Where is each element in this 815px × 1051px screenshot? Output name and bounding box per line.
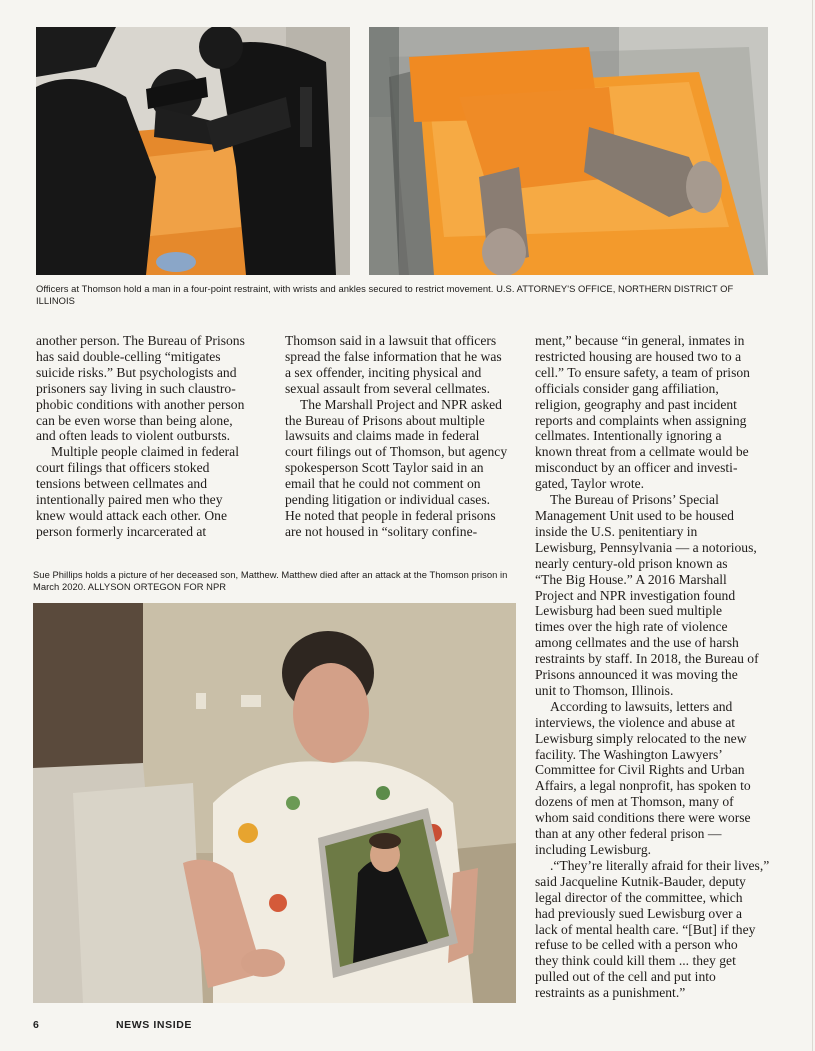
paragraph: ment,” because “in general, inmates in restricted housing are housed two to a cell.” To ensure safety, a team of prison officials consider gang affiliation, religion, geography and past incident reports and complaints when assigning cellmates. Intentionally ignoring a known threat from a cellmate would be misconduct by an officer and investi- gated, Taylor wrote. [535,333,750,492]
paragraph: The Bureau of Prisons’ Special Management Unit used to be housed inside the U.S. penitentiary in Lewisburg, Pennsylvania — a notorious, nearly century-old prison known as “The Big House.” A 2016 Marshall Project and NPR investigation found Lewisburg had been sued multiple times over the high rate of violence among cellmates and the use of harsh restraints by staff. In 2018, the Bureau of Prisons announced it was moving the unit to Thomson, Illinois. [535,492,759,698]
top-photo-caption: Officers at Thomson hold a man in a four-point restraint, with wrists and ankles secured to restrict movement. U.S. ATTORNEY'S OFFICE, NORTHERN DISTRICT OF ILLINOIS [36,283,734,306]
paragraph: another person. The Bureau of Prisons has said double-celling “mitigates suicide risks.” But psychologists and prisoners say living in such claustro- phobic conditions with another person can be even worse than being alone, and often leads to violent outbursts. [36,333,245,444]
article-column-3 [535,333,771,1001]
paragraph: The Marshall Project and NPR asked the Bureau of Prisons about multiple lawsuits and claims made in federal court filings out of Thomson, but agency spokesperson Scott Taylor said in an email that he could not comment on pending litigation or individual cases. He noted that people in federal prisons are not housed in “solitary confine- [285,396,508,539]
paragraph: .“They’re literally afraid for their lives,” said Jacqueline Kutnik-Bauder, deputy legal director of the committee, which had previously sued Lewisburg over a lack of mental health care. “[But] if they refuse to be celled with a person who they think could kill them ... they get pulled out of the cell and put into restraints as a punishment.” [535,857,770,1001]
paragraph: According to lawsuits, letters and interviews, the violence and abuse at Lewisburg simply relocated to the new facility. The Washington Lawyers’ Committee for Civil Rights and Urban Affairs, a legal nonprofit, has spoken to dozens of men at Thomson, many of whom said conditions there were worse than at any other federal prison — including Lewisburg. [535,698,751,857]
article-column-2 [285,333,521,540]
portrait-photo-caption: Sue Phillips holds a picture of her deceased son, Matthew. Matthew died after an attack at the Thomson prison in March 2020. ALLYSON ORTEGON FOR NPR [33,569,508,592]
article-column-1 [36,333,266,540]
paragraph: Thomson said in a lawsuit that officers spread the false information that he was a sex offender, inciting physical and sexual assault from several cellmates. [285,333,502,396]
page-edge-line [812,0,813,1051]
sue-phillips-portrait-photo [33,603,516,1003]
page-number: 6 [33,1019,40,1031]
paragraph: Multiple people claimed in federal court filings that officers stoked tensions between cellmates and intentionally paired men who they knew would attack each other. One person formerly incarcerated at [36,444,239,539]
section-name: NEWS INSIDE [116,1019,193,1031]
man-restrained-photo [369,27,768,275]
officers-restraint-photo [36,27,350,275]
